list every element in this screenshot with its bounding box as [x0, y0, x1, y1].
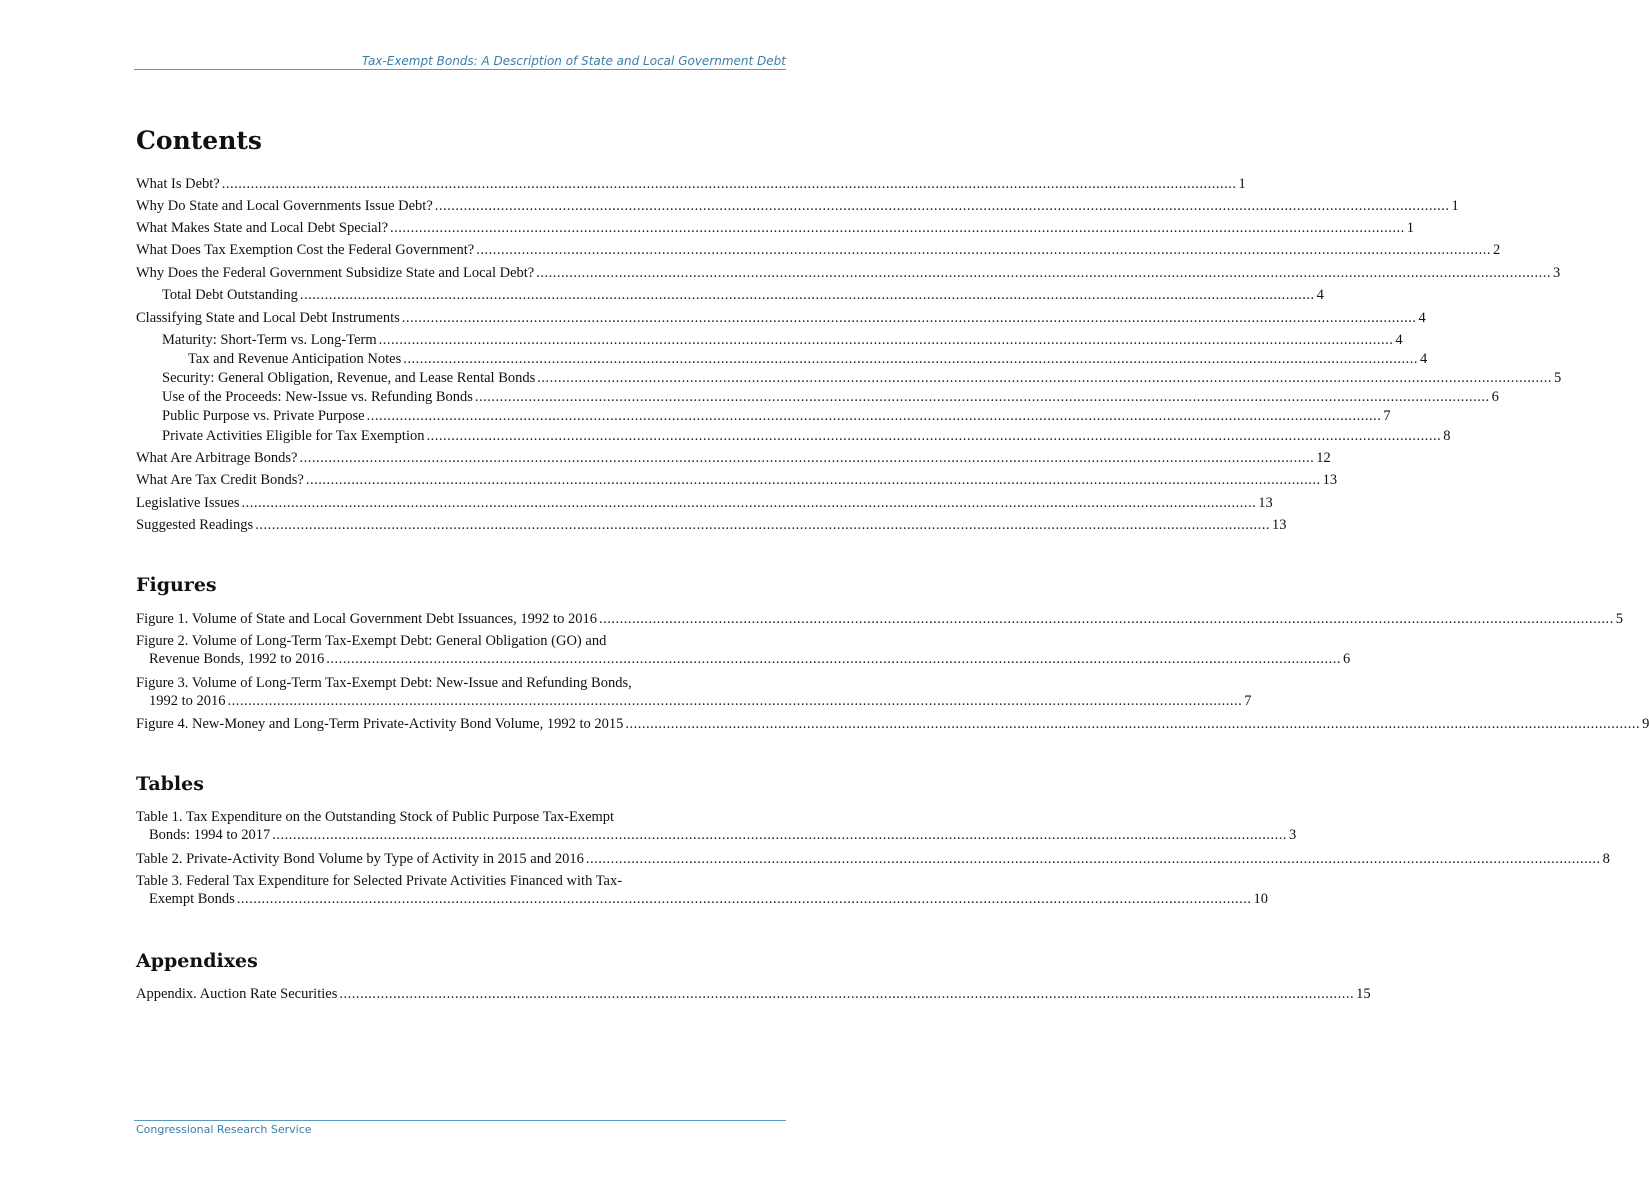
toc-entry[interactable] — [136, 388, 1499, 406]
leader-dots: ...................................................................................................................................................................................................................................................... — [390, 220, 1405, 236]
figure-entry-page: 7 — [1244, 693, 1252, 709]
leader-dots: ...................................................................................................................................................................................................................................................... — [378, 332, 1394, 348]
appendixes-heading: Appendixes — [136, 950, 258, 972]
toc-entry-page: 13 — [1271, 517, 1287, 533]
table-entry-title: Bonds: 1994 to 2017 — [149, 827, 271, 843]
toc-entry-title: What Does Tax Exemption Cost the Federal Government? — [136, 242, 475, 258]
leader-dots: ...................................................................................................................................................................................................................................................... — [434, 198, 1450, 214]
leader-dots: ...................................................................................................................................................................................................................................................... — [326, 651, 1341, 667]
table-entry-page: 3 — [1289, 827, 1297, 843]
toc-entry[interactable] — [136, 331, 1403, 349]
table-entry-title: Table 2. Private-Activity Bond Volume by Type of Activity in 2015 and 2016 — [136, 851, 584, 867]
toc-entry[interactable] — [136, 516, 1287, 534]
figure-entry-title-line1: Figure 2. Volume of Long-Term Tax-Exempt Debt: General Obligation (GO) and — [136, 633, 607, 649]
leader-dots: ...................................................................................................................................................................................................................................................... — [305, 472, 1321, 488]
toc-entry-title: Maturity: Short-Term vs. Long-Term — [162, 332, 377, 348]
leader-dots: ...................................................................................................................................................................................................................................................... — [537, 370, 1553, 386]
toc-entry-page: 1 — [1238, 176, 1246, 192]
toc-entry-title: Why Do State and Local Governments Issue Debt? — [136, 198, 433, 214]
table-entry-title-line1: Table 3. Federal Tax Expenditure for Selected Private Activities Financed with Tax- — [136, 873, 623, 889]
leader-dots: ...................................................................................................................................................................................................................................................... — [236, 891, 1252, 907]
leader-dots: ...................................................................................................................................................................................................................................................... — [221, 176, 1237, 192]
running-footer: Congressional Research Service — [136, 1123, 312, 1136]
leader-dots: ...................................................................................................................................................................................................................................................... — [476, 242, 1491, 258]
leader-dots: ...................................................................................................................................................................................................................................................... — [227, 693, 1243, 709]
toc-entry-page: 2 — [1492, 242, 1501, 258]
appendix-entry[interactable] — [136, 985, 1371, 1003]
toc-entry[interactable] — [136, 219, 1415, 237]
figure-entry-title: 1992 to 2016 — [149, 693, 226, 709]
toc-entry[interactable] — [136, 175, 1246, 193]
toc-entry-page: 13 — [1258, 495, 1273, 511]
table-entry-title: Exempt Bonds — [149, 891, 235, 907]
figure-entry-page: 9 — [1642, 716, 1649, 732]
table-entry-title-line1: Table 1. Tax Expenditure on the Outstanding Stock of Public Purpose Tax-Exempt — [136, 809, 615, 825]
table-entry[interactable] — [136, 808, 1297, 844]
figures-heading: Figures — [136, 574, 217, 596]
toc-entry[interactable] — [136, 309, 1426, 327]
toc-entry-title: Security: General Obligation, Revenue, and Lease Rental Bonds — [162, 370, 536, 386]
leader-dots: ...................................................................................................................................................................................................................................................... — [426, 428, 1442, 444]
toc-entry[interactable] — [136, 449, 1331, 467]
toc-entry[interactable] — [136, 286, 1324, 304]
leader-dots: ...................................................................................................................................................................................................................................................... — [403, 351, 1418, 367]
leader-dots: ...................................................................................................................................................................................................................................................... — [299, 450, 1315, 466]
toc-entry-page: 12 — [1316, 450, 1331, 466]
leader-dots: ...................................................................................................................................................................................................................................................... — [536, 265, 1551, 281]
toc-entry[interactable] — [136, 369, 1562, 387]
leader-dots: ...................................................................................................................................................................................................................................................... — [585, 851, 1601, 867]
figure-entry[interactable] — [136, 674, 1252, 710]
toc-entry-title: Why Does the Federal Government Subsidize State and Local Debt? — [136, 265, 535, 281]
toc-entry[interactable] — [136, 471, 1338, 489]
leader-dots: ...................................................................................................................................................................................................................................................... — [474, 389, 1490, 405]
toc-entry-title: What Makes State and Local Debt Special? — [136, 220, 389, 236]
figure-entry-page: 6 — [1342, 651, 1351, 667]
toc-entry-title: Tax and Revenue Anticipation Notes — [188, 351, 402, 367]
toc-entry-title: Classifying State and Local Debt Instruments — [136, 310, 400, 326]
toc-entry[interactable] — [136, 427, 1451, 445]
toc-entry[interactable] — [136, 494, 1273, 512]
leader-dots: ...................................................................................................................................................................................................................................................... — [366, 408, 1382, 424]
footer-rule — [134, 1120, 786, 1121]
toc-entry-page: 8 — [1443, 428, 1451, 444]
figure-entry[interactable] — [136, 610, 1623, 628]
toc-entry-title: Use of the Proceeds: New-Issue vs. Refunding Bonds — [162, 389, 473, 405]
running-header: Tax-Exempt Bonds: A Description of State and Local Government Debt — [361, 54, 786, 68]
figure-entry-title: Figure 1. Volume of State and Local Government Debt Issuances, 1992 to 2016 — [136, 611, 597, 627]
toc-entry[interactable] — [136, 241, 1501, 259]
toc-entry-page: 4 — [1418, 310, 1426, 326]
toc-entry-title: What Are Tax Credit Bonds? — [136, 472, 304, 488]
toc-entry[interactable] — [136, 264, 1561, 282]
toc-entry-title: Public Purpose vs. Private Purpose — [162, 408, 365, 424]
toc-entry-page: 1 — [1406, 220, 1415, 236]
toc-entry-title: What Are Arbitrage Bonds? — [136, 450, 298, 466]
toc-entry[interactable] — [136, 197, 1459, 215]
toc-entry-title: Suggested Readings — [136, 517, 254, 533]
table-entry[interactable] — [136, 850, 1610, 868]
toc-entry-page: 6 — [1491, 389, 1499, 405]
toc-entry-title: What Is Debt? — [136, 176, 220, 192]
figure-entry-page: 5 — [1615, 611, 1623, 627]
appendix-entry-page: 15 — [1356, 986, 1371, 1002]
toc-entry[interactable] — [136, 350, 1428, 368]
appendix-entry-title: Appendix. Auction Rate Securities — [136, 986, 338, 1002]
toc-entry-page: 4 — [1419, 351, 1428, 367]
figure-entry-title: Revenue Bonds, 1992 to 2016 — [149, 651, 325, 667]
tables-heading: Tables — [136, 773, 204, 795]
toc-entry-page: 5 — [1554, 370, 1562, 386]
header-rule — [134, 69, 786, 70]
toc-entry-title: Total Debt Outstanding — [162, 287, 298, 303]
table-entry-page: 8 — [1602, 851, 1610, 867]
toc-entry-page: 4 — [1316, 287, 1324, 303]
leader-dots: ...................................................................................................................................................................................................................................................... — [255, 517, 1270, 533]
leader-dots: ...................................................................................................................................................................................................................................................... — [625, 716, 1641, 732]
toc-entry-page: 1 — [1451, 198, 1459, 214]
figure-entry-title: Figure 4. New-Money and Long-Term Private-Activity Bond Volume, 1992 to 2015 — [136, 716, 624, 732]
toc-entry-page: 7 — [1383, 408, 1391, 424]
contents-heading: Contents — [136, 126, 263, 155]
figure-entry-title-line1: Figure 3. Volume of Long-Term Tax-Exempt Debt: New-Issue and Refunding Bonds, — [136, 675, 632, 691]
leader-dots: ...................................................................................................................................................................................................................................................... — [299, 287, 1315, 303]
toc-entry-page: 4 — [1395, 332, 1403, 348]
toc-entry-page: 13 — [1322, 472, 1338, 488]
toc-entry-page: 3 — [1552, 265, 1561, 281]
table-entry-page: 10 — [1253, 891, 1269, 907]
leader-dots: ...................................................................................................................................................................................................................................................... — [272, 827, 1287, 843]
figure-entry[interactable] — [136, 632, 1351, 668]
toc-entry[interactable] — [136, 407, 1391, 425]
leader-dots: ...................................................................................................................................................................................................................................................... — [598, 611, 1614, 627]
toc-entry-title: Legislative Issues — [136, 495, 240, 511]
table-entry[interactable] — [136, 872, 1269, 908]
leader-dots: ...................................................................................................................................................................................................................................................... — [401, 310, 1417, 326]
leader-dots: ...................................................................................................................................................................................................................................................... — [339, 986, 1355, 1002]
figure-entry[interactable] — [136, 715, 1649, 733]
toc-entry-title: Private Activities Eligible for Tax Exemption — [162, 428, 425, 444]
leader-dots: ...................................................................................................................................................................................................................................................... — [241, 495, 1257, 511]
